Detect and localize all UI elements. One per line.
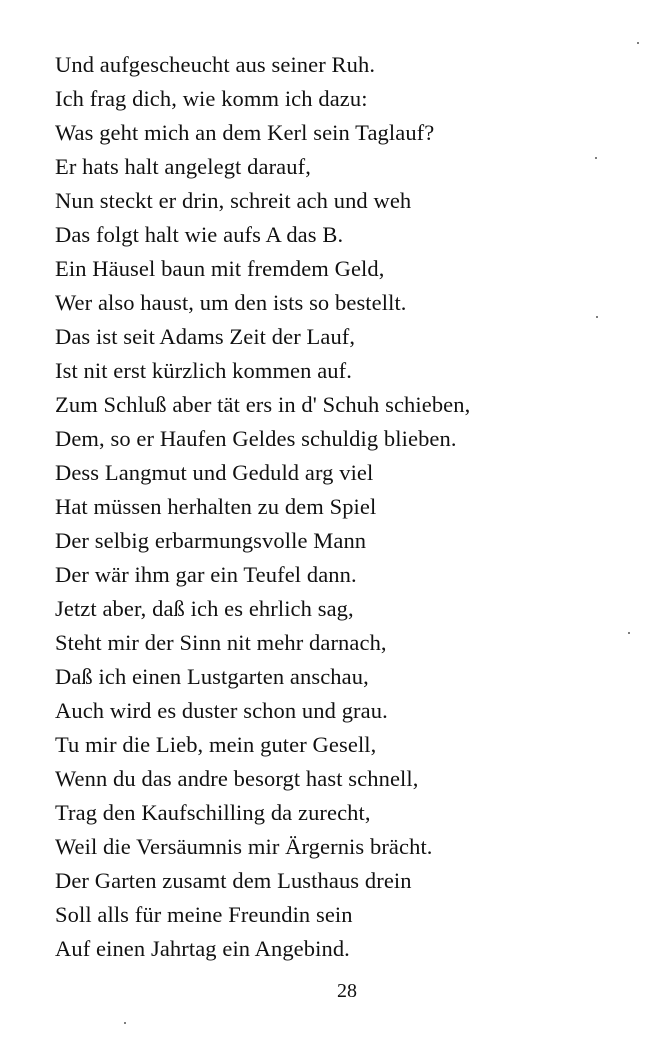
poem-line: Auf einen Jahrtag ein Angebind. [55,936,350,961]
poem-line: Soll alls für meine Freundin sein [55,902,353,927]
poem-line: Dem, so er Haufen Geldes schuldig blieben. [55,426,457,451]
poem-line: Daß ich einen Lustgarten anschau, [55,664,369,689]
scan-speck [637,42,639,44]
poem-line: Tu mir die Lieb, mein guter Gesell, [55,732,377,757]
poem-line: Hat müssen herhalten zu dem Spiel [55,494,377,519]
poem-line: Trag den Kaufschilling da zurecht, [55,800,371,825]
poem-line: Was geht mich an dem Kerl sein Taglauf? [55,120,435,145]
poem-line: Wenn du das andre besorgt hast schnell, [55,766,419,791]
poem-line: Wer also haust, um den ists so bestellt. [55,290,407,315]
poem-line: Ist nit erst kürzlich kommen auf. [55,358,352,383]
scan-speck [595,157,597,159]
scan-speck [628,632,630,634]
poem-text [55,48,645,966]
poem-line: Ein Häusel baun mit fremdem Geld, [55,256,385,281]
poem-line: Der Garten zusamt dem Lusthaus drein [55,868,412,893]
poem-line: Der selbig erbarmungsvolle Mann [55,528,367,553]
poem-line: Zum Schluß aber tät ers in d' Schuh schieben, [55,392,471,417]
poem-line: Jetzt aber, daß ich es ehrlich sag, [55,596,354,621]
poem-line: Und aufgescheucht aus seiner Ruh. [55,52,376,77]
poem-line: Das ist seit Adams Zeit der Lauf, [55,324,356,349]
poem-line: Weil die Versäumnis mir Ärgernis brächt. [55,834,433,859]
poem-line: Das folgt halt wie aufs A das B. [55,222,344,247]
scan-speck [124,1022,126,1024]
poem-line: Auch wird es duster schon und grau. [55,698,388,723]
poem-line: Steht mir der Sinn nit mehr darnach, [55,630,387,655]
poem-line: Dess Langmut und Geduld arg viel [55,460,374,485]
scan-speck [596,316,598,318]
poem-line: Er hats halt angelegt darauf, [55,154,311,179]
page-number: 28 [337,980,357,1002]
poem-line: Nun steckt er drin, schreit ach und weh [55,188,412,213]
poem-line: Ich frag dich, wie komm ich dazu: [55,86,368,111]
poem-line: Der wär ihm gar ein Teufel dann. [55,562,357,587]
